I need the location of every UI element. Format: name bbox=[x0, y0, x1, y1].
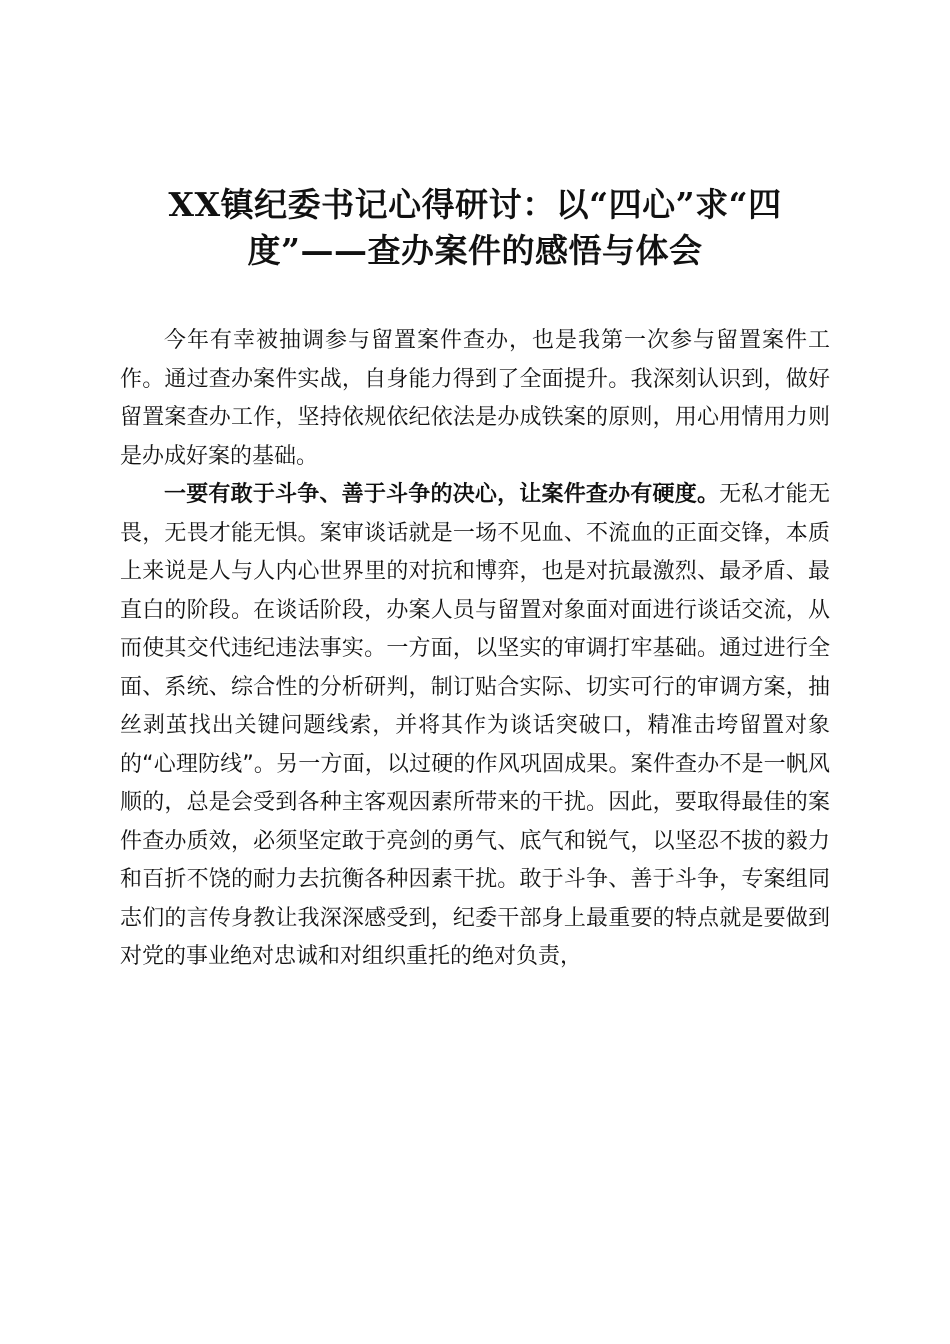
title-line-2: 度”——查办案件的感悟与体会 bbox=[247, 231, 703, 270]
document-title bbox=[100, 182, 850, 274]
paragraph-intro-text: 今年有幸被抽调参与留置案件查办，也是我第一次参与留置案件工作。通过查办案件实战，自身能力得到了全面提升。我深刻认识到，做好留置案查办工作，坚持依规依纪依法是办成铁案的原则，用心用情用力则是办成好案的基础。 bbox=[120, 328, 830, 469]
paragraph-intro bbox=[120, 322, 830, 476]
document-body bbox=[120, 322, 830, 977]
paragraph-point-one bbox=[120, 476, 830, 977]
paragraph-point-one-text: 无私才能无畏，无畏才能无惧。案审谈话就是一场不见血、不流血的正面交锋，本质上来说是人与人内心世界里的对抗和博弈，也是对抗最激烈、最矛盾、最直白的阶段。在谈话阶段，办案人员与留置对象面对面进行谈话交流，从而使其交代违纪违法事实。一方面，以坚实的审调打牢基础。通过进行全面、系统、综合性的分析研判，制订贴合实际、切实可行的审调方案，抽丝剥茧找出关键问题线索，并将其作为谈话突破口，精准击垮留置对象的“心理防线”。另一方面，以过硬的作风巩固成果。案件查办不是一帆风顺的，总是会受到各种主客观因素所带来的干扰。因此，要取得最佳的案件查办质效，必须坚定敢于亮剑的勇气、底气和锐气，以坚忍不拔的毅力和百折不饶的耐力去抗衡各种因素干扰。敢于斗争、善于斗争，专案组同志们的言传身教让我深深感受到，纪委干部身上最重要的特点就是要做到对党的事业绝对忠诚和对组织重托的绝对负责， bbox=[120, 482, 830, 969]
paragraph-point-one-heading: 一要有敢于斗争、善于斗争的决心，让案件查办有硬度。 bbox=[164, 482, 720, 507]
title-line-1: XX镇纪委书记心得研讨：以“四心”求“四 bbox=[168, 185, 782, 224]
